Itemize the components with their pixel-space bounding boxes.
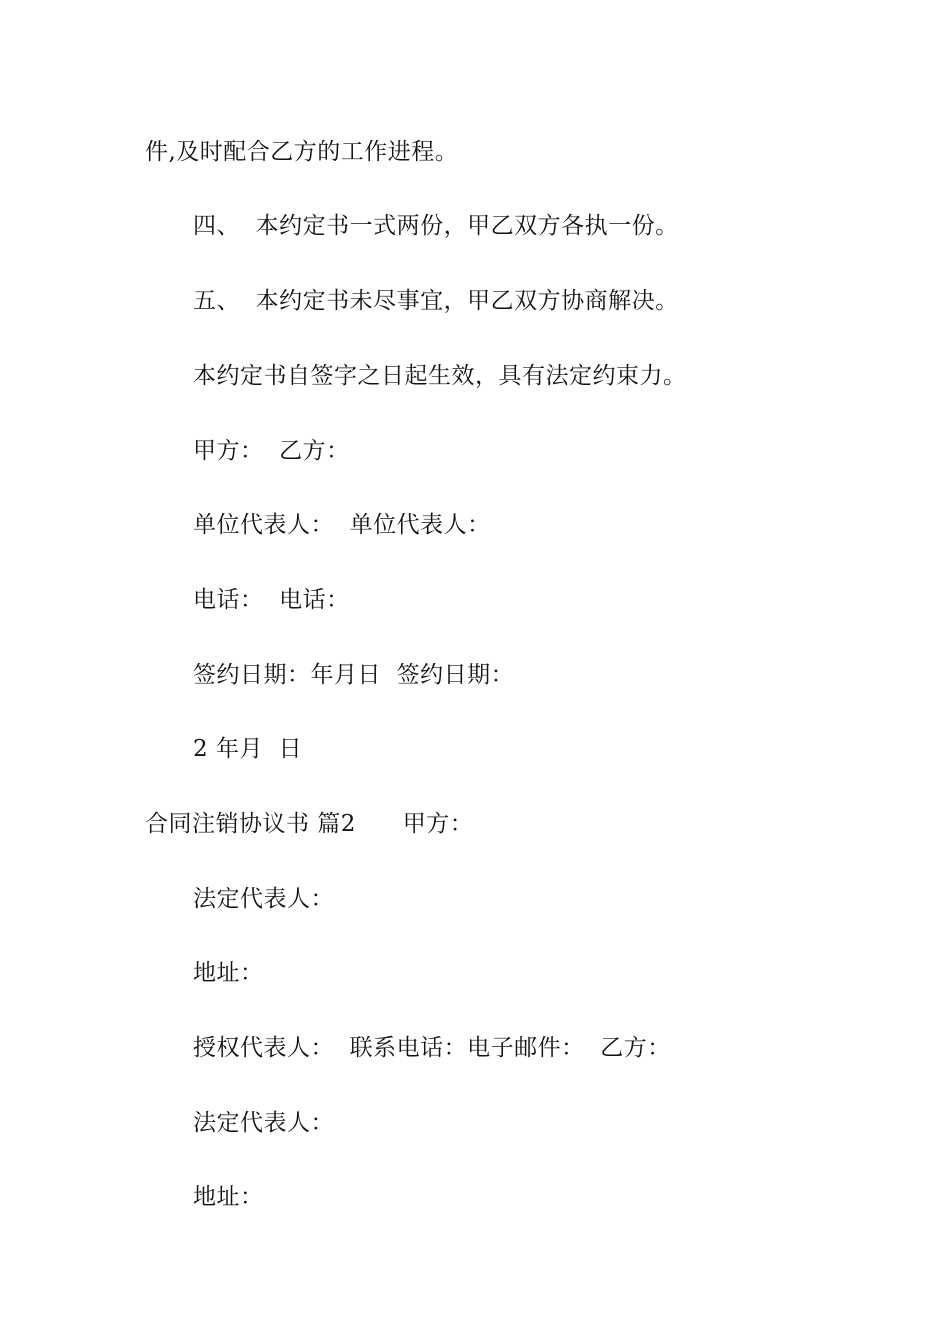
contact-line: 授权代表人： 联系电话：电子邮件： 乙方： (193, 1035, 671, 1061)
date-line: 2 年月 日 (193, 736, 303, 762)
party-labels: 甲方： 乙方： (193, 438, 350, 464)
address-b: 地址： (193, 1184, 264, 1210)
clause-four: 四、 本约定书一式两份，甲乙双方各执一份。 (193, 213, 679, 239)
phone-labels: 电话： 电话： (193, 587, 350, 613)
effective-statement: 本约定书自签字之日起生效，具有法定约束力。 (193, 363, 687, 389)
legal-representative-b: 法定代表人： (193, 1110, 334, 1136)
legal-representative-a: 法定代表人： (193, 886, 334, 912)
section-heading: 合同注销协议书 篇2 甲方： (145, 811, 474, 837)
address-a: 地址： (193, 960, 264, 986)
representative-labels: 单位代表人： 单位代表人： (193, 512, 491, 538)
clause-five: 五、 本约定书未尽事宜，甲乙双方协商解决。 (193, 288, 679, 314)
paragraph-continuation: 件,及时配合乙方的工作进程。 (145, 139, 459, 165)
signing-date-labels: 签约日期：年月日 签约日期： (193, 662, 515, 688)
